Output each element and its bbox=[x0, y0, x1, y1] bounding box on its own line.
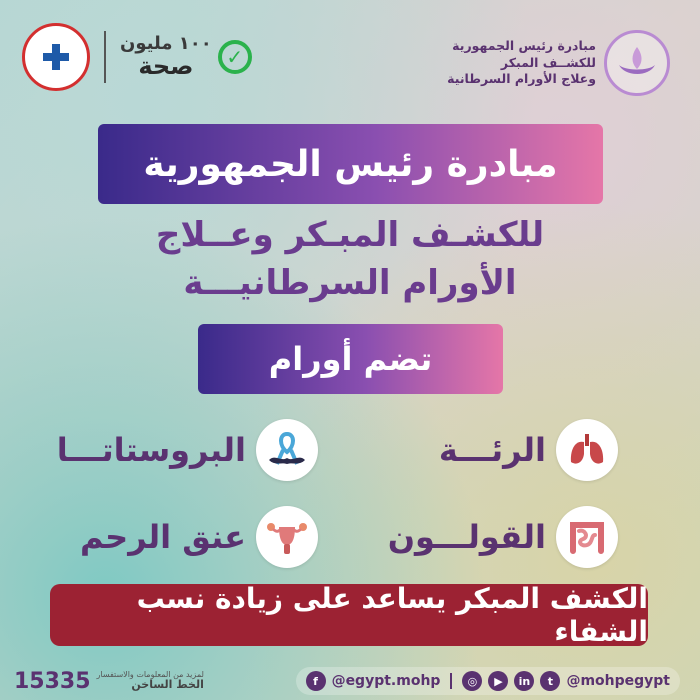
hotline bbox=[14, 669, 204, 694]
title-banner bbox=[98, 124, 603, 204]
social-links bbox=[296, 667, 680, 695]
initiative-logo bbox=[410, 18, 670, 108]
facebook-handle[interactable]: @egypt.mohp bbox=[331, 673, 441, 689]
uterus-icon bbox=[256, 506, 318, 568]
logo-divider bbox=[104, 31, 106, 83]
includes-banner bbox=[198, 324, 503, 394]
prostate-ribbon-icon bbox=[256, 419, 318, 481]
tumor-item-prostate bbox=[57, 419, 318, 481]
includes-label: تضم أورام bbox=[268, 340, 433, 378]
social-divider bbox=[450, 673, 452, 689]
health-logos bbox=[22, 22, 262, 92]
initiative-line-2: للكشــف المبكر bbox=[500, 54, 596, 70]
check-circle-icon: ✓ bbox=[218, 40, 252, 74]
subtitle bbox=[100, 212, 600, 307]
hotline-note: لمزيد من المعلومات والاستفسار bbox=[96, 669, 204, 679]
hotline-number[interactable]: 15335 bbox=[14, 668, 91, 694]
tumor-item-colon bbox=[388, 506, 618, 568]
initiative-logo-text bbox=[447, 38, 596, 89]
tumor-label-colon: القولـــون bbox=[387, 518, 546, 556]
million-health-logo bbox=[120, 32, 252, 80]
subtitle-line-2: الأورام السرطانيـــة bbox=[183, 262, 517, 303]
linkedin-icon[interactable]: in bbox=[514, 671, 534, 691]
subtitle-line-1: للكشـف المبـكر وعــلاج bbox=[155, 215, 545, 255]
early-detection-banner bbox=[50, 584, 648, 646]
lungs-icon bbox=[556, 419, 618, 481]
million-health-line-2: صحة bbox=[138, 51, 194, 80]
hands-leaf-logo-icon bbox=[604, 30, 670, 96]
tumor-label-prostate: البروستاتـــا bbox=[56, 431, 246, 469]
early-detection-message: الكشف المبكر يساعد على زيادة نسب الشفاء bbox=[136, 582, 648, 648]
instagram-icon[interactable]: ◎ bbox=[462, 671, 482, 691]
initiative-line-3: وعلاج الأورام السرطانية bbox=[447, 71, 596, 87]
facebook-icon[interactable]: f bbox=[306, 671, 326, 691]
tumor-label-lung: الرئـــة bbox=[438, 431, 546, 469]
colon-icon bbox=[556, 506, 618, 568]
tumor-item-lung bbox=[439, 419, 618, 481]
page-title: مبادرة رئيس الجمهورية bbox=[143, 143, 558, 185]
ministry-of-health-emblem-icon bbox=[22, 23, 90, 91]
hotline-label: الخط الساخن bbox=[131, 678, 204, 692]
tumor-item-cervix bbox=[80, 506, 318, 568]
twitter-icon[interactable]: t bbox=[540, 671, 560, 691]
tumor-label-cervix: عنق الرحم bbox=[80, 518, 246, 556]
social-handle[interactable]: @mohpegypt bbox=[566, 673, 670, 689]
million-health-line-1: ١٠٠ مليون bbox=[120, 32, 212, 54]
footer bbox=[0, 662, 700, 700]
initiative-line-1: مبادرة رئيس الجمهورية bbox=[452, 37, 596, 53]
youtube-icon[interactable]: ▶ bbox=[488, 671, 508, 691]
